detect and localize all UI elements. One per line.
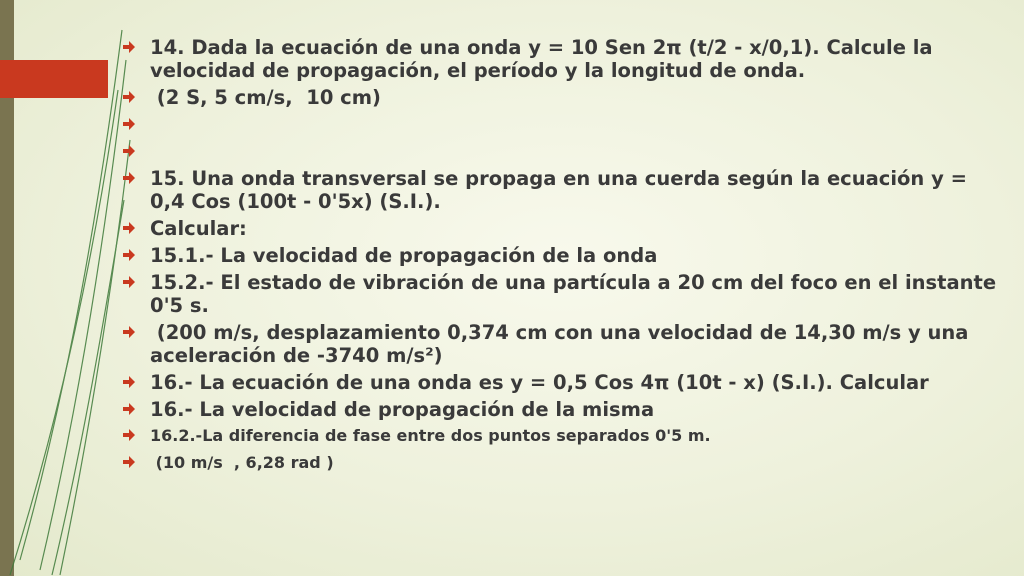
list-item [122, 244, 1002, 267]
item-text: (10 m/s , 6,28 rad ) [150, 453, 334, 472]
item-text: 14. Dada la ecuación de una onda y = 10 Sen 2π (t/2 - x/0,1). Calcule la velocidad de propagación, el período y la longitud de onda. [150, 36, 940, 82]
list-item [122, 321, 1002, 367]
arrow-bullet-icon [122, 454, 136, 470]
arrow-bullet-icon [122, 89, 136, 105]
arrow-bullet-icon [122, 39, 136, 55]
item-text: (2 S, 5 cm/s, 10 cm) [150, 86, 381, 109]
list-item [122, 167, 1002, 213]
arrow-bullet-icon [122, 116, 136, 132]
item-text: 15.1.- La velocidad de propagación de la onda [150, 244, 658, 267]
list-item [122, 371, 1002, 394]
item-text: (200 m/s, desplazamiento 0,374 cm con una velocidad de 14,30 m/s y una aceleración de -3740 m/s²) [150, 321, 976, 367]
list-item [122, 452, 1002, 473]
red-accent-tab [0, 60, 108, 98]
arrow-bullet-icon [122, 374, 136, 390]
list-item [122, 36, 1002, 82]
arrow-bullet-icon [122, 143, 136, 159]
list-item [122, 140, 1002, 163]
arrow-bullet-icon [122, 427, 136, 443]
list-item [122, 86, 1002, 109]
arrow-bullet-icon [122, 247, 136, 263]
item-text: 16.2.-La diferencia de fase entre dos puntos separados 0'5 m. [150, 426, 711, 445]
arrow-bullet-icon [122, 170, 136, 186]
arrow-bullet-icon [122, 324, 136, 340]
list-item [122, 425, 1002, 446]
list-item [122, 398, 1002, 421]
arrow-bullet-icon [122, 274, 136, 290]
list-item [122, 113, 1002, 136]
item-text: 16.- La ecuación de una onda es y = 0,5 Cos 4π (10t - x) (S.I.). Calcular [150, 371, 929, 394]
list-item [122, 217, 1002, 240]
arrow-bullet-icon [122, 401, 136, 417]
item-text: Calcular: [150, 217, 247, 240]
arrow-bullet-icon [122, 220, 136, 236]
item-text: 15.2.- El estado de vibración de una partícula a 20 cm del foco en el instante 0'5 s. [150, 271, 1003, 317]
item-text: 15. Una onda transversal se propaga en una cuerda según la ecuación y = 0,4 Cos (100t - 0'5x) (S.I.). [150, 167, 974, 213]
slide-content [122, 36, 1002, 473]
item-text: 16.- La velocidad de propagación de la misma [150, 398, 655, 421]
list-item [122, 271, 1002, 317]
